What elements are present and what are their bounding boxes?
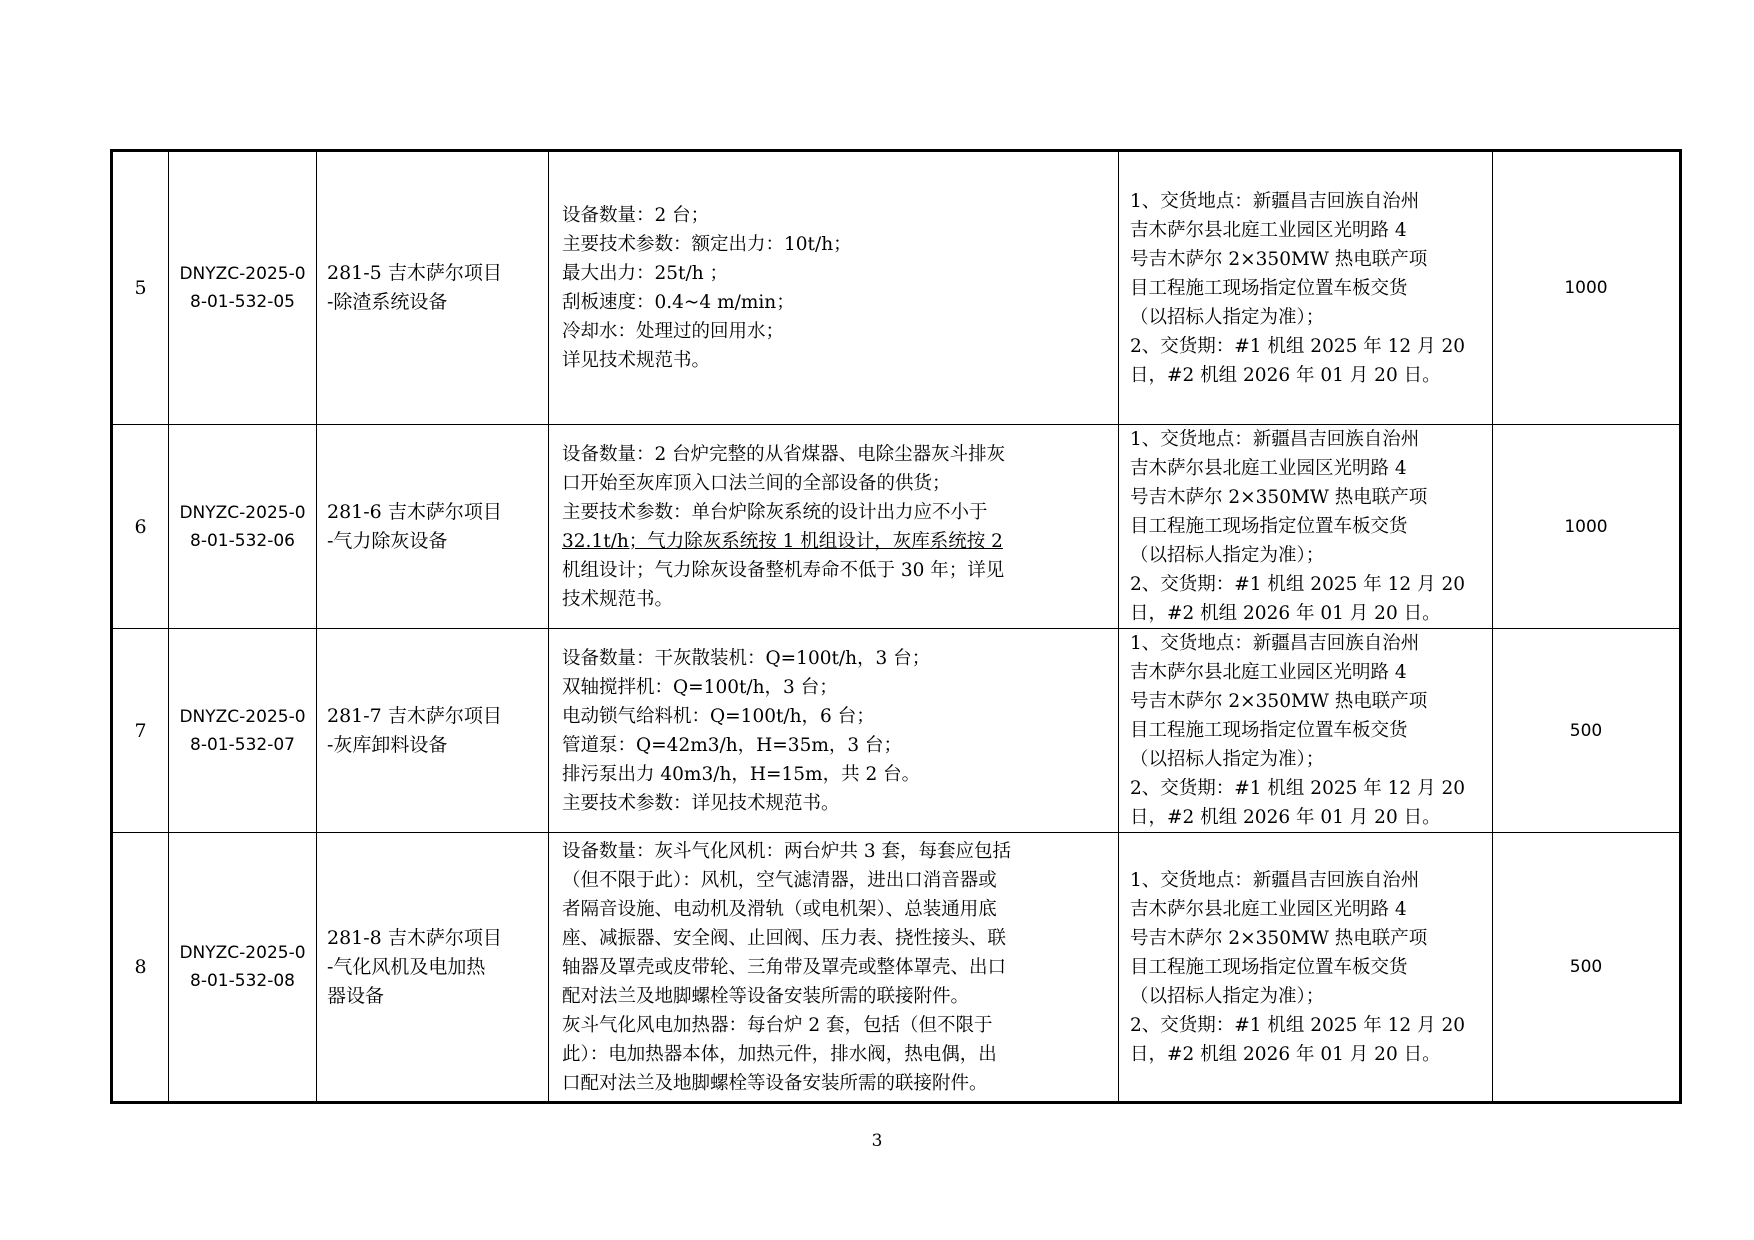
- procurement-table: [110, 149, 1682, 1104]
- equipment-description: 设备数量：2 台； 主要技术参数：额定出力：10t/h； 最大出力：25t/h ； 刮板速度：0.4~4 m/min； 冷却水：处理过的回用水； 详见技术规范书。: [549, 151, 1119, 425]
- delivery-terms: 1、交货地点：新疆昌吉回族自治州 吉木萨尔县北庭工业园区光明路 4 号吉木萨尔 2×350MW 热电联产项 目工程施工现场指定位置车板交货 （以招标人指定为准）； 2、交货期：#1 机组 2025 年 12 月 20 日，#2 机组 2026 年 01 月 20 日。: [1119, 425, 1493, 629]
- row-index: 6: [112, 425, 169, 629]
- page-number: 3: [871, 1131, 883, 1151]
- table-row: [112, 833, 1681, 1103]
- package-name: 281-5 吉木萨尔项目 -除渣系统设备: [317, 151, 549, 425]
- amount: 500: [1493, 833, 1681, 1103]
- delivery-terms: 1、交货地点：新疆昌吉回族自治州 吉木萨尔县北庭工业园区光明路 4 号吉木萨尔 2×350MW 热电联产项 目工程施工现场指定位置车板交货 （以招标人指定为准）； 2、交货期：#1 机组 2025 年 12 月 20 日，#2 机组 2026 年 01 月 20 日。: [1119, 151, 1493, 425]
- equipment-description: 设备数量：2 台炉完整的从省煤器、电除尘器灰斗排灰 口开始至灰库顶入口法兰间的全部设备的供货； 主要技术参数：单台炉除灰系统的设计出力应不小于 32.1t/h；气力除灰系统按 1 机组设计，灰库系统按 2 机组设计；气力除灰设备整机寿命不低于 30 年；详见 技术规范书。: [549, 425, 1119, 629]
- package-code: DNYZC-2025-0 8-01-532-07: [169, 629, 317, 833]
- package-name: 281-6 吉木萨尔项目 -气力除灰设备: [317, 425, 549, 629]
- package-name: 281-7 吉木萨尔项目 -灰库卸料设备: [317, 629, 549, 833]
- equipment-description: 设备数量：灰斗气化风机：两台炉共 3 套，每套应包括 （但不限于此）：风机，空气滤清器，进出口消音器或 者隔音设施、电动机及滑轨（或电机架）、总装通用底 座、减振器、安全阀、止回阀、压力表、挠性接头、联 轴器及罩壳或皮带轮、三角带及罩壳或整体罩壳、出口 配对法兰及地脚螺栓等设备安装所需的联接附件。 灰斗气化风电加热器：每台炉 2 套，包括（但不限于 此）：电加热器本体，加热元件，排水阀，热电偶，出 口配对法兰及地脚螺栓等设备安装所需的联接附件。: [549, 833, 1119, 1103]
- amount: 1000: [1493, 425, 1681, 629]
- row-index: 5: [112, 151, 169, 425]
- package-code: DNYZC-2025-0 8-01-532-08: [169, 833, 317, 1103]
- delivery-terms: 1、交货地点：新疆昌吉回族自治州 吉木萨尔县北庭工业园区光明路 4 号吉木萨尔 2×350MW 热电联产项 目工程施工现场指定位置车板交货 （以招标人指定为准）； 2、交货期：#1 机组 2025 年 12 月 20 日，#2 机组 2026 年 01 月 20 日。: [1119, 833, 1493, 1103]
- table-row: [112, 629, 1681, 833]
- equipment-description: 设备数量：干灰散装机：Q=100t/h，3 台； 双轴搅拌机：Q=100t/h，3 台； 电动锁气给料机：Q=100t/h，6 台； 管道泵：Q=42m3/h，H=35m，3 台； 排污泵出力 40m3/h，H=15m，共 2 台。 主要技术参数：详见技术规范书。: [549, 629, 1119, 833]
- amount: 1000: [1493, 151, 1681, 425]
- delivery-terms: 1、交货地点：新疆昌吉回族自治州 吉木萨尔县北庭工业园区光明路 4 号吉木萨尔 2×350MW 热电联产项 目工程施工现场指定位置车板交货 （以招标人指定为准）； 2、交货期：#1 机组 2025 年 12 月 20 日，#2 机组 2026 年 01 月 20 日。: [1119, 629, 1493, 833]
- package-name: 281-8 吉木萨尔项目 -气化风机及电加热 器设备: [317, 833, 549, 1103]
- package-code: DNYZC-2025-0 8-01-532-06: [169, 425, 317, 629]
- row-index: 8: [112, 833, 169, 1103]
- table-row: [112, 425, 1681, 629]
- table-row: [112, 151, 1681, 425]
- package-code: DNYZC-2025-0 8-01-532-05: [169, 151, 317, 425]
- row-index: 7: [112, 629, 169, 833]
- amount: 500: [1493, 629, 1681, 833]
